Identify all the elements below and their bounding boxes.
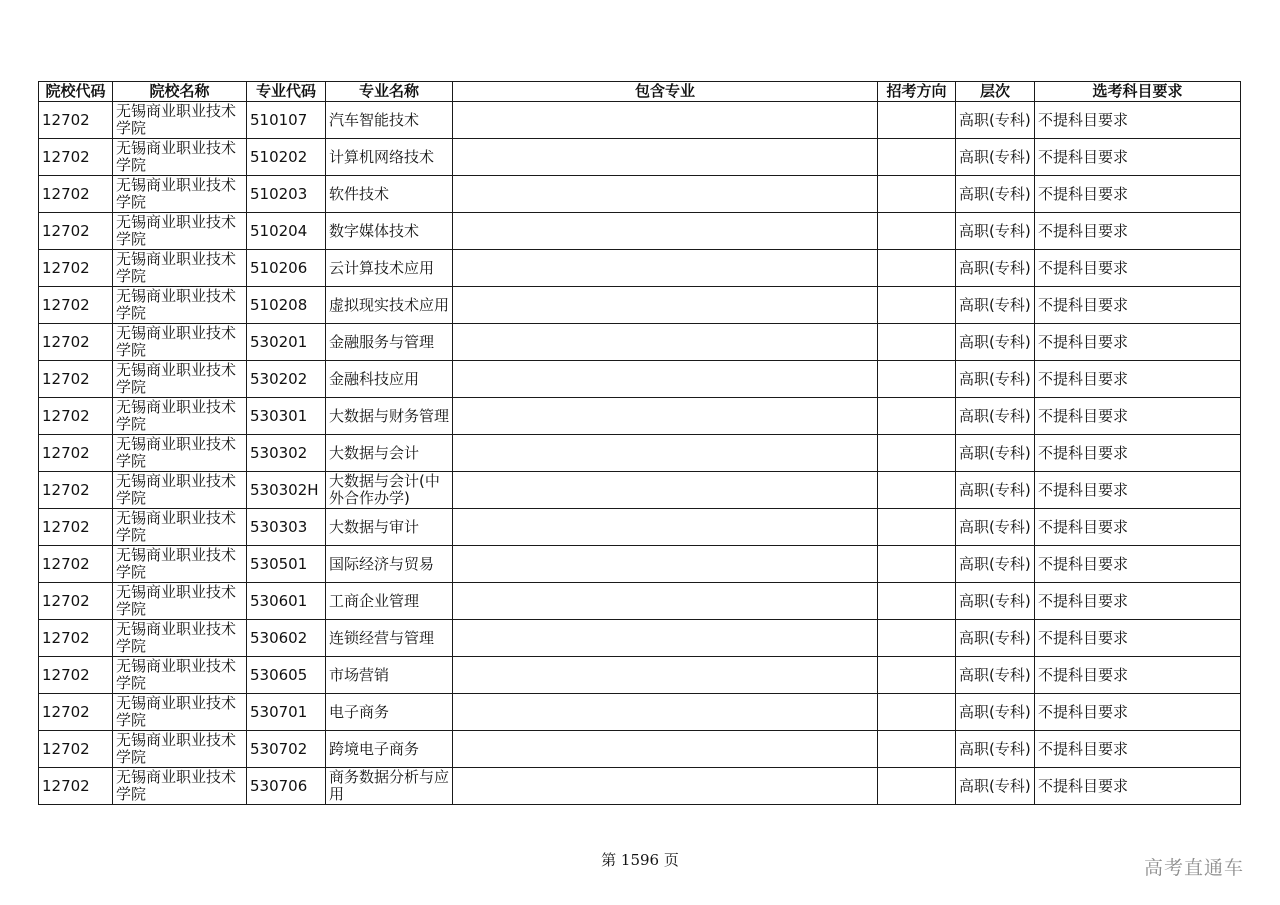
cell-school-name: 无锡商业职业技术学院 bbox=[113, 546, 247, 583]
cell-included-majors bbox=[453, 250, 878, 287]
cell-direction bbox=[878, 176, 956, 213]
cell-school-name: 无锡商业职业技术学院 bbox=[113, 139, 247, 176]
table-row bbox=[39, 287, 1241, 324]
table-row bbox=[39, 768, 1241, 805]
cell-subject-requirement: 不提科目要求 bbox=[1035, 287, 1241, 324]
cell-school-name: 无锡商业职业技术学院 bbox=[113, 694, 247, 731]
cell-school-name: 无锡商业职业技术学院 bbox=[113, 361, 247, 398]
cell-school-name: 无锡商业职业技术学院 bbox=[113, 213, 247, 250]
table-row bbox=[39, 361, 1241, 398]
cell-direction bbox=[878, 213, 956, 250]
cell-subject-requirement: 不提科目要求 bbox=[1035, 139, 1241, 176]
cell-included-majors bbox=[453, 398, 878, 435]
table-row bbox=[39, 398, 1241, 435]
header-level: 层次 bbox=[956, 82, 1035, 102]
cell-subject-requirement: 不提科目要求 bbox=[1035, 509, 1241, 546]
cell-school-code: 12702 bbox=[39, 435, 113, 472]
cell-subject-requirement: 不提科目要求 bbox=[1035, 731, 1241, 768]
admissions-table bbox=[38, 81, 1241, 805]
cell-school-name: 无锡商业职业技术学院 bbox=[113, 176, 247, 213]
cell-direction bbox=[878, 324, 956, 361]
table-row bbox=[39, 694, 1241, 731]
cell-direction bbox=[878, 361, 956, 398]
header-direction: 招考方向 bbox=[878, 82, 956, 102]
cell-level: 高职(专科) bbox=[956, 731, 1035, 768]
cell-school-code: 12702 bbox=[39, 768, 113, 805]
cell-major-code: 530202 bbox=[247, 361, 326, 398]
cell-subject-requirement: 不提科目要求 bbox=[1035, 546, 1241, 583]
cell-direction bbox=[878, 102, 956, 139]
table-row bbox=[39, 213, 1241, 250]
cell-school-name: 无锡商业职业技术学院 bbox=[113, 472, 247, 509]
cell-direction bbox=[878, 250, 956, 287]
table-row bbox=[39, 472, 1241, 509]
cell-school-code: 12702 bbox=[39, 694, 113, 731]
cell-school-code: 12702 bbox=[39, 620, 113, 657]
table-row bbox=[39, 250, 1241, 287]
cell-school-code: 12702 bbox=[39, 509, 113, 546]
cell-major-code: 510202 bbox=[247, 139, 326, 176]
cell-major-name: 市场营销 bbox=[326, 657, 453, 694]
cell-direction bbox=[878, 472, 956, 509]
cell-school-code: 12702 bbox=[39, 213, 113, 250]
cell-major-code: 510107 bbox=[247, 102, 326, 139]
cell-subject-requirement: 不提科目要求 bbox=[1035, 583, 1241, 620]
cell-subject-requirement: 不提科目要求 bbox=[1035, 657, 1241, 694]
cell-school-code: 12702 bbox=[39, 250, 113, 287]
cell-included-majors bbox=[453, 509, 878, 546]
cell-direction bbox=[878, 583, 956, 620]
cell-direction bbox=[878, 657, 956, 694]
cell-included-majors bbox=[453, 694, 878, 731]
cell-major-code: 530702 bbox=[247, 731, 326, 768]
cell-level: 高职(专科) bbox=[956, 546, 1035, 583]
cell-subject-requirement: 不提科目要求 bbox=[1035, 694, 1241, 731]
cell-subject-requirement: 不提科目要求 bbox=[1035, 472, 1241, 509]
cell-school-code: 12702 bbox=[39, 139, 113, 176]
cell-major-code: 530302H bbox=[247, 472, 326, 509]
cell-school-name: 无锡商业职业技术学院 bbox=[113, 509, 247, 546]
cell-school-name: 无锡商业职业技术学院 bbox=[113, 287, 247, 324]
cell-subject-requirement: 不提科目要求 bbox=[1035, 102, 1241, 139]
cell-subject-requirement: 不提科目要求 bbox=[1035, 398, 1241, 435]
cell-included-majors bbox=[453, 583, 878, 620]
table-row bbox=[39, 324, 1241, 361]
cell-major-code: 530701 bbox=[247, 694, 326, 731]
header-included-majors: 包含专业 bbox=[453, 82, 878, 102]
cell-included-majors bbox=[453, 213, 878, 250]
cell-major-code: 510204 bbox=[247, 213, 326, 250]
cell-direction bbox=[878, 398, 956, 435]
cell-level: 高职(专科) bbox=[956, 435, 1035, 472]
cell-direction bbox=[878, 435, 956, 472]
cell-subject-requirement: 不提科目要求 bbox=[1035, 361, 1241, 398]
cell-major-name: 连锁经营与管理 bbox=[326, 620, 453, 657]
cell-direction bbox=[878, 546, 956, 583]
cell-major-name: 金融服务与管理 bbox=[326, 324, 453, 361]
cell-school-name: 无锡商业职业技术学院 bbox=[113, 324, 247, 361]
cell-school-name: 无锡商业职业技术学院 bbox=[113, 250, 247, 287]
table-row bbox=[39, 731, 1241, 768]
cell-level: 高职(专科) bbox=[956, 472, 1035, 509]
cell-level: 高职(专科) bbox=[956, 176, 1035, 213]
header-school-name: 院校名称 bbox=[113, 82, 247, 102]
table-row bbox=[39, 102, 1241, 139]
cell-school-code: 12702 bbox=[39, 472, 113, 509]
cell-direction bbox=[878, 694, 956, 731]
cell-major-name: 云计算技术应用 bbox=[326, 250, 453, 287]
cell-major-code: 530302 bbox=[247, 435, 326, 472]
cell-major-code: 510206 bbox=[247, 250, 326, 287]
cell-school-name: 无锡商业职业技术学院 bbox=[113, 620, 247, 657]
cell-major-name: 国际经济与贸易 bbox=[326, 546, 453, 583]
cell-school-name: 无锡商业职业技术学院 bbox=[113, 435, 247, 472]
cell-level: 高职(专科) bbox=[956, 398, 1035, 435]
table-row bbox=[39, 620, 1241, 657]
cell-major-name: 虚拟现实技术应用 bbox=[326, 287, 453, 324]
cell-direction bbox=[878, 509, 956, 546]
cell-direction bbox=[878, 731, 956, 768]
cell-included-majors bbox=[453, 176, 878, 213]
header-major-code: 专业代码 bbox=[247, 82, 326, 102]
table-row bbox=[39, 583, 1241, 620]
cell-level: 高职(专科) bbox=[956, 250, 1035, 287]
header-school-code: 院校代码 bbox=[39, 82, 113, 102]
cell-major-code: 530201 bbox=[247, 324, 326, 361]
cell-subject-requirement: 不提科目要求 bbox=[1035, 768, 1241, 805]
cell-subject-requirement: 不提科目要求 bbox=[1035, 250, 1241, 287]
cell-major-code: 530301 bbox=[247, 398, 326, 435]
table-row bbox=[39, 139, 1241, 176]
cell-included-majors bbox=[453, 768, 878, 805]
cell-school-code: 12702 bbox=[39, 583, 113, 620]
cell-level: 高职(专科) bbox=[956, 768, 1035, 805]
cell-school-name: 无锡商业职业技术学院 bbox=[113, 398, 247, 435]
cell-direction bbox=[878, 768, 956, 805]
cell-subject-requirement: 不提科目要求 bbox=[1035, 324, 1241, 361]
table-row bbox=[39, 657, 1241, 694]
table-row bbox=[39, 435, 1241, 472]
cell-subject-requirement: 不提科目要求 bbox=[1035, 620, 1241, 657]
cell-subject-requirement: 不提科目要求 bbox=[1035, 213, 1241, 250]
cell-major-name: 大数据与审计 bbox=[326, 509, 453, 546]
cell-school-code: 12702 bbox=[39, 361, 113, 398]
admissions-sheet bbox=[38, 81, 1240, 805]
cell-major-name: 跨境电子商务 bbox=[326, 731, 453, 768]
page-number: 第 1596 页 bbox=[601, 851, 679, 869]
cell-major-name: 电子商务 bbox=[326, 694, 453, 731]
cell-major-code: 530303 bbox=[247, 509, 326, 546]
cell-major-name: 商务数据分析与应用 bbox=[326, 768, 453, 805]
cell-level: 高职(专科) bbox=[956, 213, 1035, 250]
cell-school-code: 12702 bbox=[39, 398, 113, 435]
cell-major-code: 510203 bbox=[247, 176, 326, 213]
cell-level: 高职(专科) bbox=[956, 509, 1035, 546]
cell-included-majors bbox=[453, 361, 878, 398]
cell-major-code: 530501 bbox=[247, 546, 326, 583]
cell-included-majors bbox=[453, 324, 878, 361]
cell-school-code: 12702 bbox=[39, 324, 113, 361]
header-subject-requirement: 选考科目要求 bbox=[1035, 82, 1241, 102]
table-row bbox=[39, 546, 1241, 583]
cell-included-majors bbox=[453, 620, 878, 657]
cell-level: 高职(专科) bbox=[956, 657, 1035, 694]
cell-school-name: 无锡商业职业技术学院 bbox=[113, 657, 247, 694]
watermark: 高考直通车 bbox=[1144, 857, 1245, 879]
cell-major-name: 数字媒体技术 bbox=[326, 213, 453, 250]
cell-major-code: 530605 bbox=[247, 657, 326, 694]
cell-major-code: 530602 bbox=[247, 620, 326, 657]
cell-included-majors bbox=[453, 139, 878, 176]
cell-major-name: 工商企业管理 bbox=[326, 583, 453, 620]
cell-school-code: 12702 bbox=[39, 657, 113, 694]
cell-level: 高职(专科) bbox=[956, 287, 1035, 324]
cell-direction bbox=[878, 139, 956, 176]
cell-direction bbox=[878, 620, 956, 657]
cell-level: 高职(专科) bbox=[956, 694, 1035, 731]
cell-included-majors bbox=[453, 102, 878, 139]
cell-major-name: 大数据与会计(中外合作办学) bbox=[326, 472, 453, 509]
cell-subject-requirement: 不提科目要求 bbox=[1035, 176, 1241, 213]
table-header-row bbox=[39, 82, 1241, 102]
cell-school-code: 12702 bbox=[39, 731, 113, 768]
cell-subject-requirement: 不提科目要求 bbox=[1035, 435, 1241, 472]
cell-included-majors bbox=[453, 435, 878, 472]
cell-major-code: 510208 bbox=[247, 287, 326, 324]
cell-included-majors bbox=[453, 472, 878, 509]
cell-included-majors bbox=[453, 657, 878, 694]
cell-major-name: 软件技术 bbox=[326, 176, 453, 213]
cell-school-code: 12702 bbox=[39, 176, 113, 213]
cell-level: 高职(专科) bbox=[956, 583, 1035, 620]
cell-school-name: 无锡商业职业技术学院 bbox=[113, 768, 247, 805]
cell-school-name: 无锡商业职业技术学院 bbox=[113, 731, 247, 768]
cell-major-name: 大数据与会计 bbox=[326, 435, 453, 472]
table-body bbox=[39, 102, 1241, 805]
cell-major-name: 计算机网络技术 bbox=[326, 139, 453, 176]
cell-included-majors bbox=[453, 287, 878, 324]
cell-level: 高职(专科) bbox=[956, 324, 1035, 361]
cell-school-code: 12702 bbox=[39, 102, 113, 139]
cell-level: 高职(专科) bbox=[956, 620, 1035, 657]
cell-direction bbox=[878, 287, 956, 324]
cell-included-majors bbox=[453, 731, 878, 768]
cell-major-code: 530706 bbox=[247, 768, 326, 805]
cell-major-name: 大数据与财务管理 bbox=[326, 398, 453, 435]
cell-included-majors bbox=[453, 546, 878, 583]
header-major-name: 专业名称 bbox=[326, 82, 453, 102]
cell-major-code: 530601 bbox=[247, 583, 326, 620]
cell-school-code: 12702 bbox=[39, 287, 113, 324]
table-row bbox=[39, 176, 1241, 213]
cell-level: 高职(专科) bbox=[956, 139, 1035, 176]
cell-school-name: 无锡商业职业技术学院 bbox=[113, 102, 247, 139]
cell-major-name: 金融科技应用 bbox=[326, 361, 453, 398]
cell-level: 高职(专科) bbox=[956, 361, 1035, 398]
cell-major-name: 汽车智能技术 bbox=[326, 102, 453, 139]
cell-level: 高职(专科) bbox=[956, 102, 1035, 139]
table-row bbox=[39, 509, 1241, 546]
cell-school-code: 12702 bbox=[39, 546, 113, 583]
cell-school-name: 无锡商业职业技术学院 bbox=[113, 583, 247, 620]
